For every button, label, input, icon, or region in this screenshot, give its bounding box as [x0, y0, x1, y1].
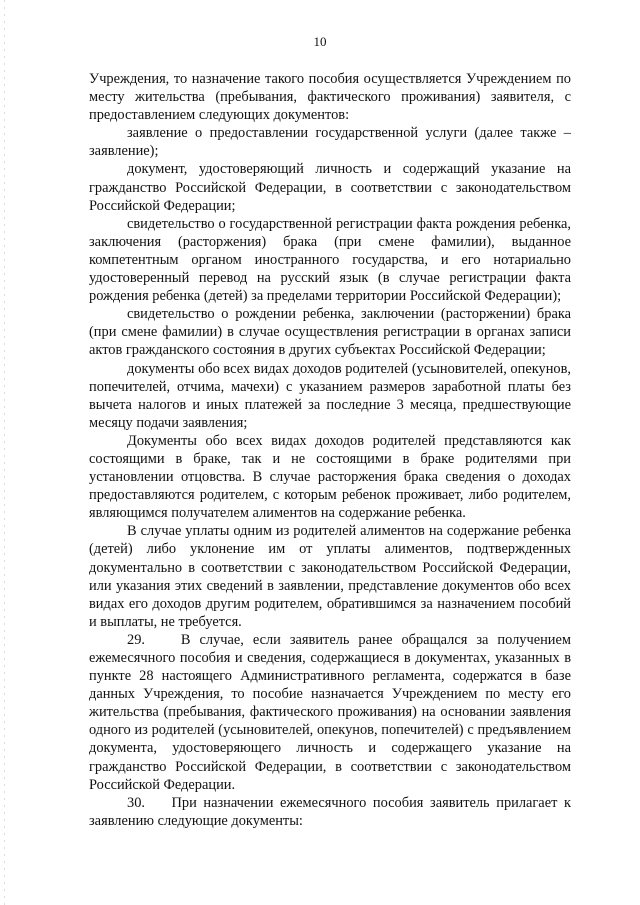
paragraph-income-documents: документы обо всех видах доходов родителей (усыновителей, опекунов, попечителей, отчима, мачехи) с указанием размеров заработной платы без вычета налогов и иных платежей за последние 3 месяца, предшествующие месяцу подачи заявления; — [89, 360, 571, 431]
paragraph-identity-document: документ, удостоверяющий личность и содержащий указание на гражданство Российской Федерации, в соответствии с законодательством Российской Федерации; — [89, 161, 571, 214]
paragraph-birth-certificate: свидетельство о рождении ребенка, заключении (расторжении) брака (при смене фамилии) в случае осуществления регистрации в органах записи актов гражданского состояния в других субъектах Российской Федерации; — [89, 306, 571, 359]
paragraph-alimony: В случае уплаты одним из родителей алиментов на содержание ребенка (детей) либо уклонение им от уплаты алиментов, подтвержденных документально в соответствии с законодательством Российской Федерации, или указания этих сведений в заявлении, представление документов обо всех видах его доходов другим родителем, обратившимся за назначением пособий и выплаты, не требуется. — [89, 523, 571, 630]
paragraph-income-details: Документы обо всех видах доходов родителей представляются как состоящими в браке, так и не состоящими в браке родителями при установлении отцовства. В случае расторжения брака сведения о доходах предоставляются родителем, с которым ребенок проживает, либо родителем, являющимся получателем алиментов на содержание ребенка. — [89, 432, 571, 522]
paragraph-clause-29: 29. В случае, если заявитель ранее обращался за получением ежемесячного пособия и сведения, содержащиеся в документах, указанных в пункте 28 настоящего Административного регламента, содержатся в базе данных Учреждения, то пособие назначается Учреждением по месту его жительства (пребывания, фактического проживания) на основании заявления одного из родителей (усыновителей, опекунов, попечителей) с предъявлением документа, удостоверяющего личность и содержащего указание на гражданство Российской Федерации, в соответствии с законодательством Российской Федерации. — [89, 631, 571, 793]
page-number: 10 — [313, 34, 327, 49]
paragraph-foreign-birth-certificate: свидетельство о государственной регистрации факта рождения ребенка, заключения (расторжения) брака (при смене фамилии), выданное компетентным органом иностранного государства, и его нотариально удостоверенный перевод на русский язык (в случае регистрации факта рождения ребенка (детей) за пределами территории Российской Федерации); — [89, 215, 571, 305]
scan-edge-mark — [4, 0, 5, 905]
paragraph-clause-30: 30. При назначении ежемесячного пособия заявитель прилагает к заявлению следующие документы: — [89, 794, 571, 829]
paragraph-application: заявление о предоставлении государственной услуги (далее также – заявление); — [89, 125, 571, 160]
document-body — [89, 70, 571, 830]
paragraph-intro: Учреждения, то назначение такого пособия осуществляется Учреждением по месту жительства (пребывания, фактического проживания) заявителя, с предоставлением следующих документов: — [89, 71, 571, 124]
